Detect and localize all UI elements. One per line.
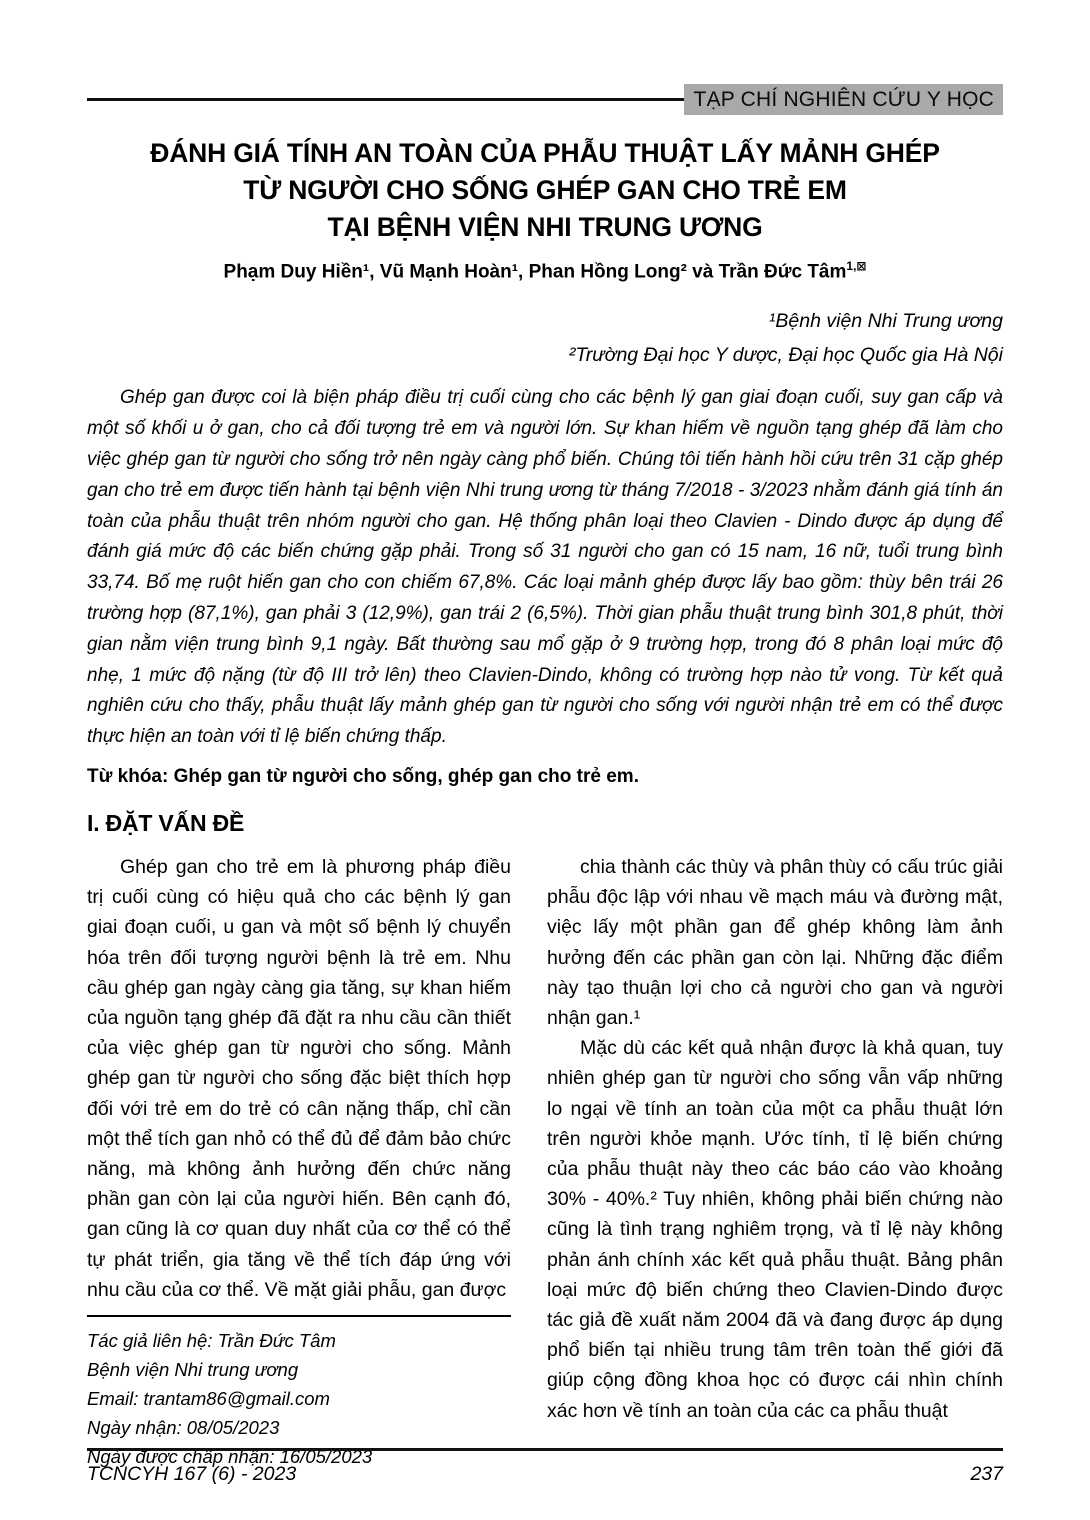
corresponding-author-icon: 1,⊠ bbox=[846, 259, 867, 273]
title-line-1: ĐÁNH GIÁ TÍNH AN TOÀN CỦA PHẪU THUẬT LẤY MẢNH GHÉP bbox=[150, 138, 940, 168]
title-line-3: TẠI BỆNH VIỆN NHI TRUNG ƯƠNG bbox=[327, 212, 763, 242]
footnote-received-date: Ngày nhận: 08/05/2023 bbox=[87, 1416, 280, 1438]
article-title bbox=[87, 135, 1003, 246]
body-columns bbox=[87, 852, 1003, 1471]
affiliations bbox=[87, 304, 1003, 372]
footnote-accepted-date: Ngày được chấp nhận: 16/05/2023 bbox=[87, 1445, 373, 1467]
body-paragraph-right-2: Mặc dù các kết quả nhận được là khả quan, tuy nhiên ghép gan từ người cho sống vẫn vấp những lo ngại về tính an toàn của một ca phẫu thuật lớn trên người khỏe mạnh. Ước tính, tỉ lệ biến chứng của phẫu thuật này theo các báo cáo vào khoảng 30% - 40%.² Tuy nhiên, không phải biến chứng nào cũng là tình trạng nghiêm trọng, và tỉ lệ này không phản ánh chính xác kết quả phẫu thuật. Bảng phân loại mức độ biến chứng theo Clavien-Dindo được tác giả đề xuất năm 2004 đã và đang được áp dụng phổ biến tại nhiều trung tâm trên toàn thế giới đã giúp cộng đồng khoa học có được cái nhìn chính xác hơn về tính an toàn của các ca phẫu thuật bbox=[547, 1037, 1003, 1422]
page-footer bbox=[87, 1448, 1003, 1486]
title-line-2: TỪ NGƯỜI CHO SỐNG GHÉP GAN CHO TRẺ EM bbox=[243, 175, 847, 205]
body-paragraph-right-1: chia thành các thùy và phân thùy có cấu trúc giải phẫu độc lập với nhau về mạch máu và đường mật, việc lấy một phần gan để ghép không làm ảnh hưởng đến các phần gan còn lại. Những đặc điểm này tạo thuận lợi cho cả người cho gan và người nhận gan.¹ bbox=[547, 855, 1003, 1029]
header-rule bbox=[87, 98, 684, 101]
footnote-contact-author: Tác giả liên hệ: Trần Đức Tâm bbox=[87, 1329, 336, 1351]
body-column-left bbox=[87, 852, 511, 1471]
authors-names: Phạm Duy Hiền¹, Vũ Mạnh Hoàn¹, Phan Hồng Long² và Trần Đức Tâm bbox=[223, 261, 847, 283]
journal-banner bbox=[87, 84, 1003, 115]
body-paragraph-left: Ghép gan cho trẻ em là phương pháp điều trị cuối cùng có hiệu quả cho các bệnh lý gan giai đoạn cuối, u gan và một số bệnh lý chuyển hóa trên đối tượng người bệnh là trẻ em. Nhu cầu ghép gan ngày càng gia tăng, sự khan hiếm của nguồn tạng ghép đã đặt ra nhu cầu cần thiết của việc ghép gan từ người cho sống. Mảnh ghép gan từ người cho sống đặc biệt thích hợp đối với trẻ em do trẻ có cân nặng thấp, chỉ cần một thể tích gan nhỏ có thể đủ để đảm bảo chức năng, mà không ảnh hưởng đến chức năng phần gan còn lại của người hiến. Bên cạnh đó, gan cũng là cơ quan duy nhất của cơ thể có thể tự phát triển, gia tăng về thể tích đáp ứng với nhu cầu của cơ thể. Về mặt giải phẫu, gan được bbox=[87, 855, 511, 1301]
footer-issue: TCNCYH 167 (6) - 2023 bbox=[87, 1463, 297, 1485]
footnote-email: Email: trantam86@gmail.com bbox=[87, 1387, 330, 1409]
keywords-line: Từ khóa: Ghép gan từ người cho sống, ghép gan cho trẻ em. bbox=[87, 765, 639, 787]
page-number: 237 bbox=[970, 1463, 1003, 1485]
footnote-institution: Bệnh viện Nhi trung ương bbox=[87, 1358, 299, 1380]
section-heading-dat-van-de: I. ĐẶT VẤN ĐỀ bbox=[87, 809, 245, 836]
journal-name: TẠP CHÍ NGHIÊN CỨU Y HỌC bbox=[684, 84, 1003, 115]
body-column-right bbox=[547, 852, 1003, 1471]
affiliation-line-1: ¹Bệnh viện Nhi Trung ương bbox=[768, 310, 1003, 333]
abstract-paragraph: Ghép gan được coi là biện pháp điều trị cuối cùng cho các bệnh lý gan giai đoạn cuối, suy gan cấp và một số khối u ở gan, cho cả đối tượng trẻ em và người lớn. Sự khan hiếm về nguồn tạng ghép đã làm cho việc ghép gan từ người cho sống trở nên ngày càng phổ biến. Chúng tôi tiến hành hồi cứu trên 31 cặp ghép gan cho trẻ em được tiến hành tại bệnh viện Nhi trung ương từ tháng 7/2018 - 3/2023 nhằm đánh giá tính án toàn của phẫu thuật trên nhóm người cho gan. Hệ thống phân loại theo Clavien - Dindo được áp dụng để đánh giá mức độ các biến chứng gặp phải. Trong số 31 người cho gan có 15 nam, 16 nữ, tuổi trung bình 33,74. Bố mẹ ruột hiến gan cho con chiếm 67,8%. Các loại mảnh ghép được lấy bao gồm: thùy bên trái 26 trường hợp (87,1%), gan phải 3 (12,9%), gan trái 2 (6,5%). Thời gian phẫu thuật trung bình 301,8 phút, thời gian nằm viện trung bình 9,1 ngày. Bất thường sau mổ gặp ở 9 trường hợp, trong đó 8 phân loại mức độ nhẹ, 1 mức độ nặng (từ độ III trở lên) theo Clavien-Dindo, không có trường hợp nào tử vong. Từ kết quả nghiên cứu cho thấy, phẫu thuật lấy mảnh ghép gan từ người cho sống với người nhận trẻ em có thể được thực hiện an toàn với tỉ lệ biến chứng thấp. bbox=[87, 387, 1003, 748]
authors-line bbox=[87, 259, 1003, 283]
affiliation-line-2: ²Trường Đại học Y dược, Đại học Quốc gia Hà Nội bbox=[568, 344, 1003, 367]
